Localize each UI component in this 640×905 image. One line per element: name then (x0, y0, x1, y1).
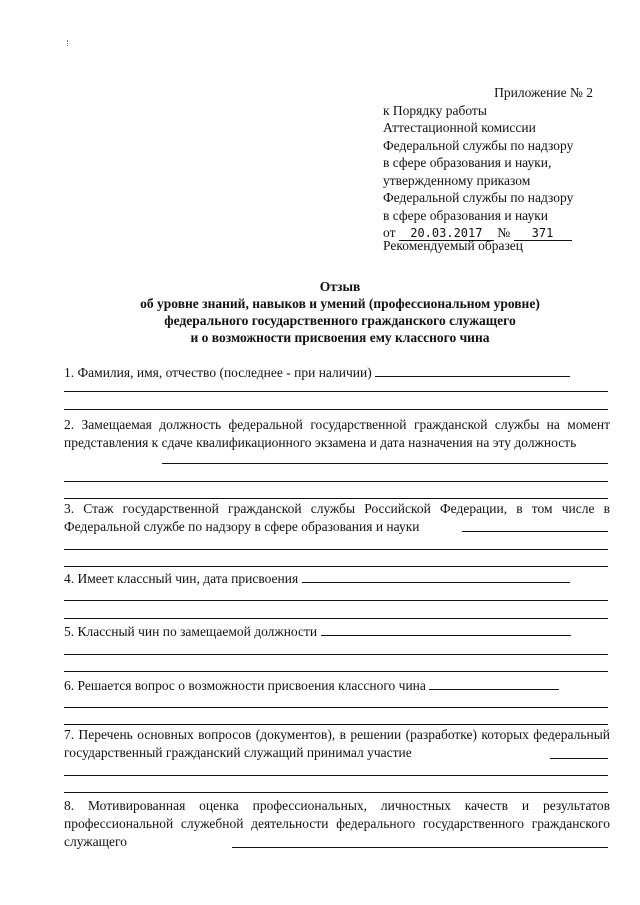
answer-line[interactable] (64, 671, 608, 672)
answer-field[interactable] (321, 623, 571, 636)
title-line: об уровне знаний, навыков и умений (профессиональном уровне) (140, 296, 540, 311)
answer-field[interactable] (462, 531, 608, 532)
appendix-title: Приложение № 2 (494, 85, 593, 100)
form-item-2 (64, 416, 610, 452)
title-line: Отзыв (319, 279, 361, 294)
form-item-label: 7. Перечень основных вопросов (документов), в решении (разработке) которых федеральный государственный гражданский служащий принимал участие (64, 727, 610, 760)
form-item-label: 1. Фамилия, имя, отчество (последнее - при наличии) (64, 365, 372, 380)
form-item-5 (64, 623, 610, 641)
appendix-line: Федеральной службы по надзору (383, 190, 574, 205)
answer-line[interactable] (64, 498, 608, 499)
answer-line[interactable] (64, 618, 608, 619)
form-item-6 (64, 677, 610, 695)
title-line: федерального государственного гражданского служащего (164, 313, 516, 328)
answer-field[interactable] (375, 364, 570, 377)
form-item-label: 5. Классный чин по замещаемой должности (64, 624, 318, 639)
form-item-1 (64, 364, 610, 382)
answer-line[interactable] (64, 724, 608, 725)
appendix-line: Аттестационной комиссии (383, 120, 536, 135)
order-date: 20.03.2017 (399, 226, 494, 241)
answer-line[interactable] (64, 566, 608, 567)
answer-field[interactable] (232, 847, 608, 848)
answer-line[interactable] (64, 409, 608, 410)
form-item-4 (64, 570, 610, 588)
form-item-label: 6. Решается вопрос о возможности присвоения классного чина (64, 678, 426, 693)
form-item-label: 4. Имеет классный чин, дата присвоения (64, 571, 299, 586)
date-prefix: от (383, 225, 396, 240)
answer-line[interactable] (64, 481, 608, 482)
form-item-label: 2. Замещаемая должность федеральной государственной гражданской службы на момент представления к сдаче квалификационного экзамена и дата назначения на эту должность (64, 417, 610, 450)
scan-speck (67, 40, 70, 46)
form-item-7 (64, 726, 610, 762)
appendix-line: в сфере образования и науки (383, 207, 549, 223)
answer-line[interactable] (64, 549, 608, 550)
answer-line[interactable] (64, 391, 608, 392)
title-line: и о возможности присвоения ему классного чина (190, 330, 490, 345)
form-item-8 (64, 797, 610, 851)
answer-line[interactable] (64, 775, 608, 776)
form-item-label: 8. Мотивированная оценка профессиональных, личностных качеств и результатов профессиональной служебной деятельности федерального государственного гражданского служащего (64, 798, 610, 849)
order-number: 371 (514, 226, 572, 241)
answer-line[interactable] (64, 654, 608, 655)
answer-field[interactable] (429, 677, 559, 690)
appendix-line: утвержденному приказом (383, 172, 531, 188)
answer-field[interactable] (550, 758, 608, 759)
answer-field[interactable] (302, 570, 570, 583)
document-title (60, 278, 620, 346)
appendix-line: в сфере образования и науки, (383, 155, 552, 170)
recommended-sample-label: Рекомендуемый образец (383, 238, 524, 253)
answer-line[interactable] (64, 600, 608, 601)
answer-field[interactable] (162, 463, 608, 464)
appendix-line: Федеральной службы по надзору (383, 137, 574, 153)
appendix-line: к Порядку работы (383, 102, 487, 118)
number-prefix: № (497, 225, 511, 240)
appendix-header (383, 84, 623, 242)
answer-line[interactable] (64, 792, 608, 793)
answer-line[interactable] (64, 707, 608, 708)
form-item-label: 3. Стаж государственной гражданской службы Российской Федерации, в том числе в Федеральной службе по надзору в сфере образования и науки (64, 501, 610, 534)
